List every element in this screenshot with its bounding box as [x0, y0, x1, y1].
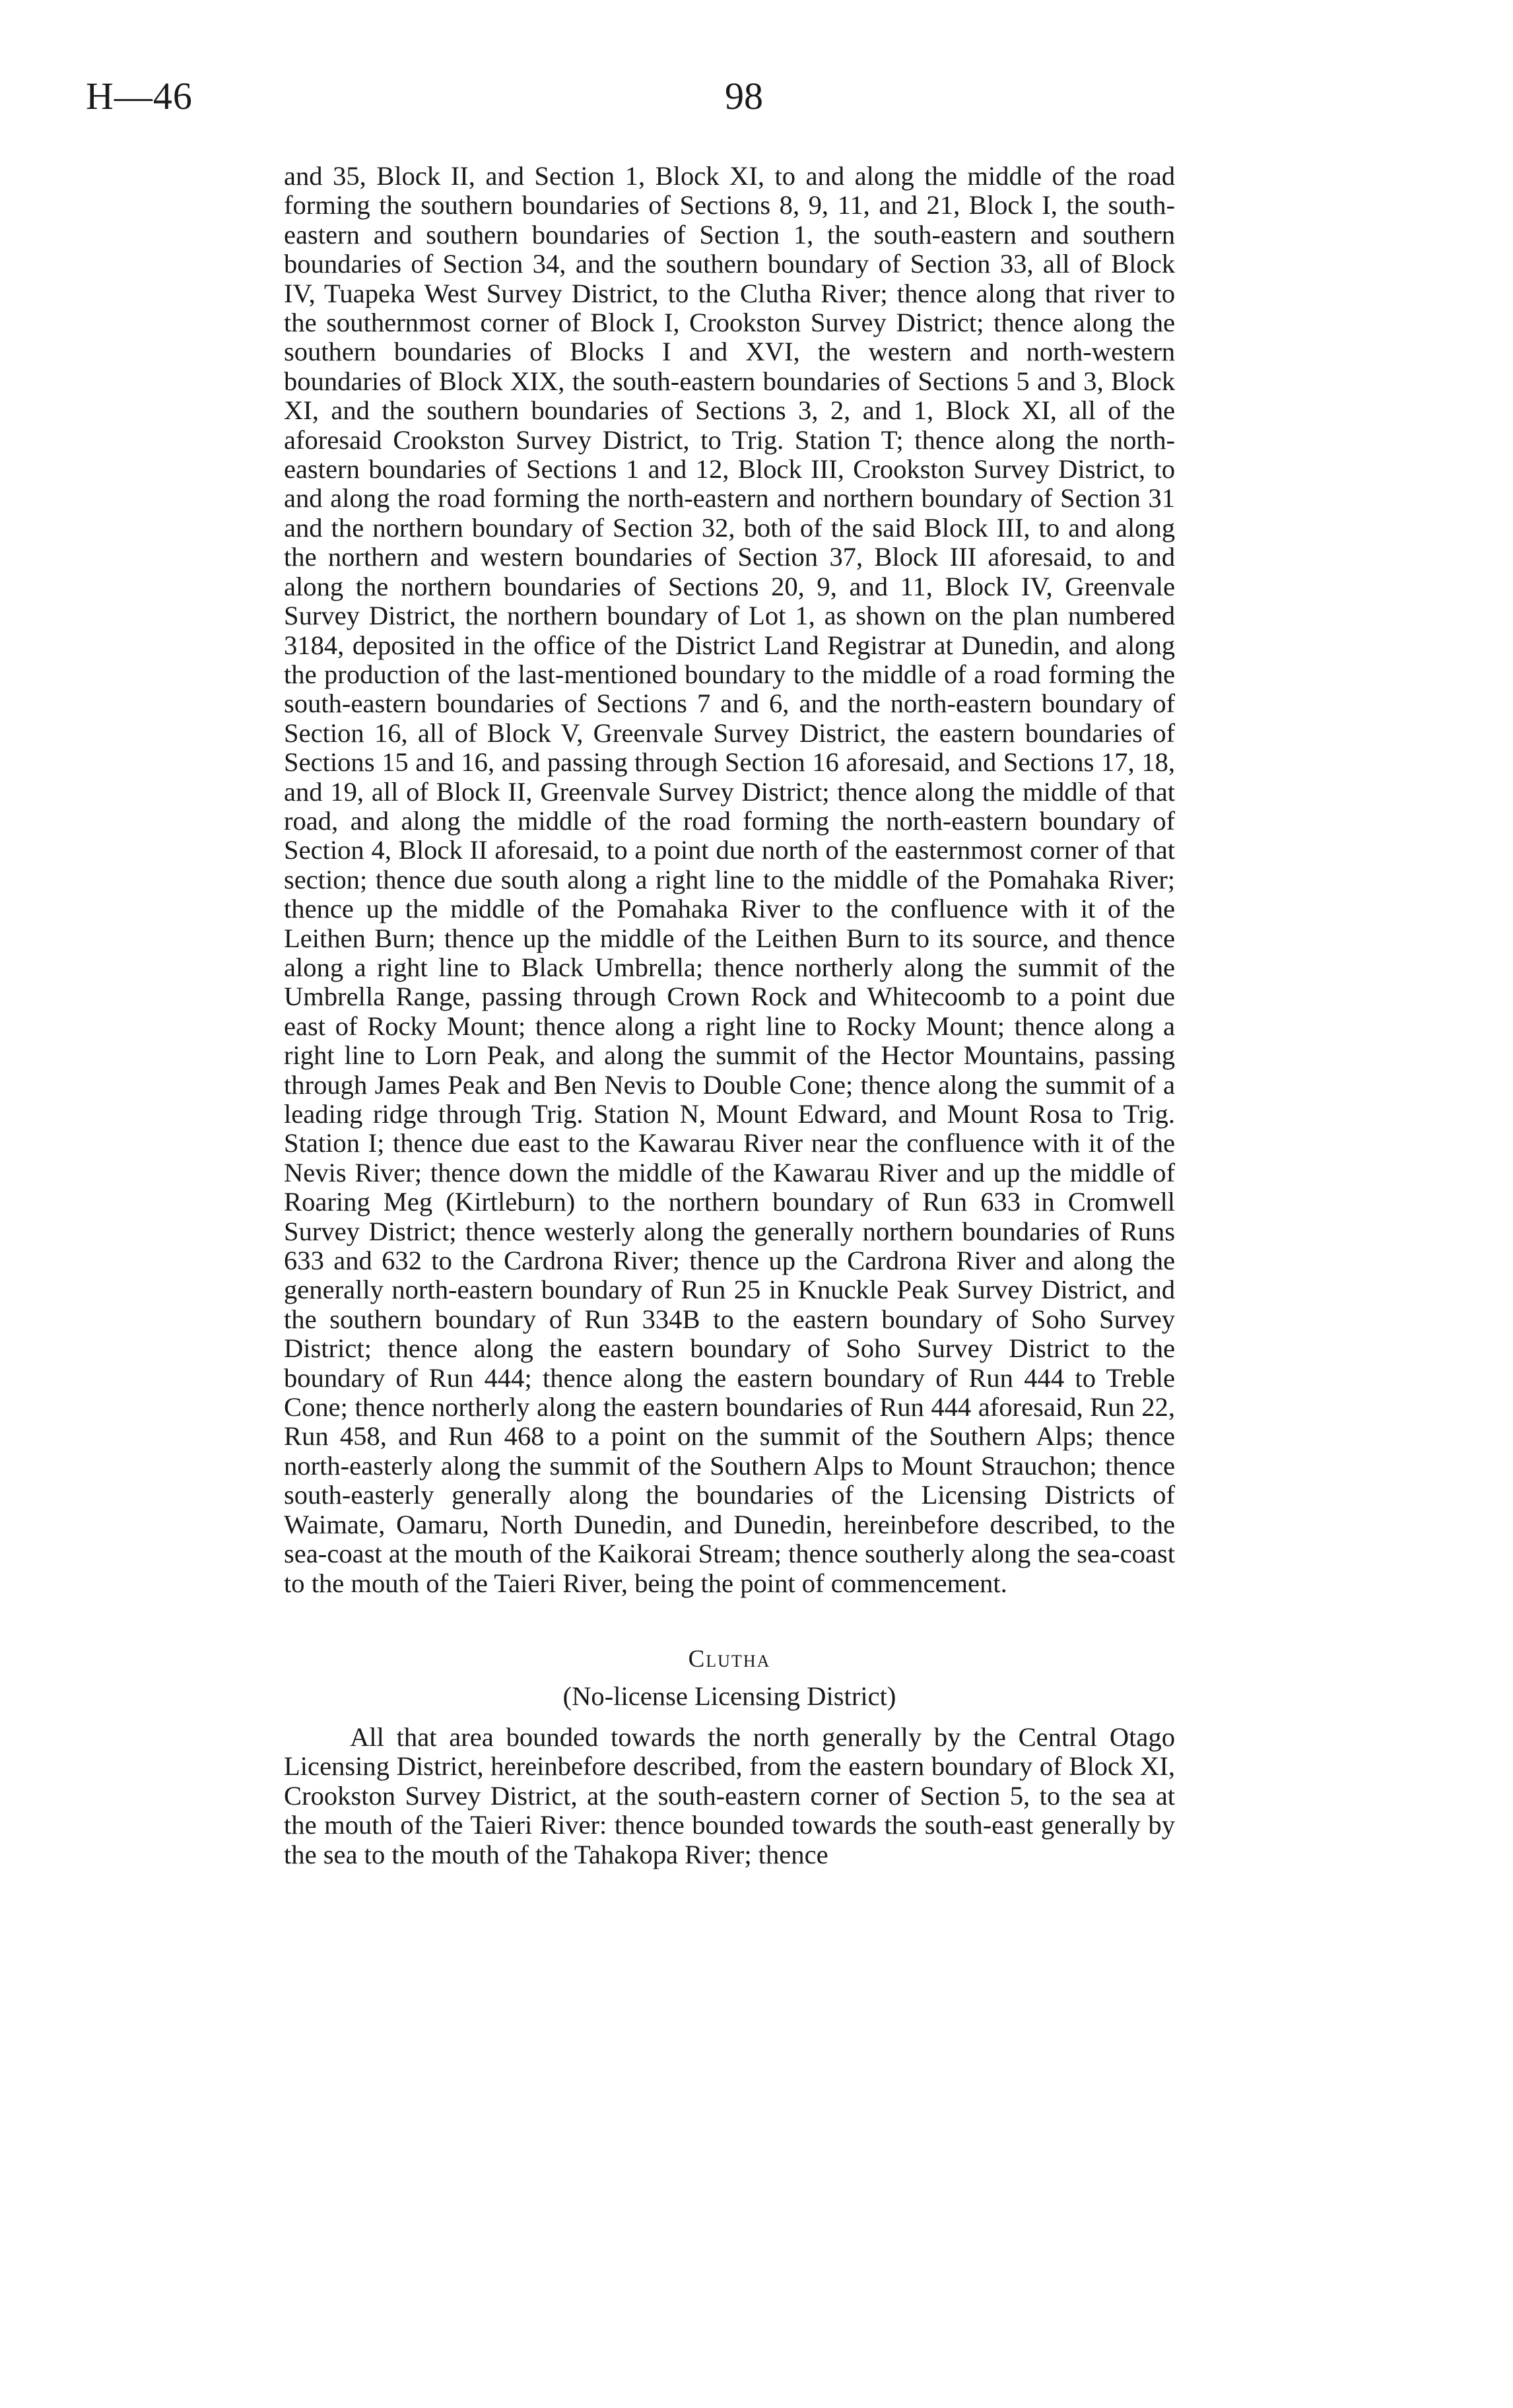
page-number: 98: [725, 75, 763, 117]
continuation-paragraph: and 35, Block II, and Section 1, Block XI, to and along the middle of the road forming the southern boundaries of Sections 8, 9, 11, and 21, Block I, the south-eastern and southern boundaries of Section 1, the south-eastern and southern boundaries of Section 34, and the southern boundary of Section 33, all of Block IV, Tuapeka West Survey District, to the Clutha River; thence along that river to the southernmost corner of Block I, Crookston Survey District; thence along the southern boundaries of Blocks I and XVI, the western and north-western boundaries of Block XIX, the south-eastern boundaries of Sections 5 and 3, Block XI, and the southern boundaries of Sections 3, 2, and 1, Block XI, all of the aforesaid Crookston Survey District, to Trig. Station T; thence along the north-eastern boundaries of Sections 1 and 12, Block III, Crookston Survey District, to and along the road forming the north-eastern and northern boundary of Section 31 and the northern boundary of Section 32, both of the said Block III, to and along the northern and western boundaries of Section 37, Block III aforesaid, to and along the northern boundaries of Sections 20, 9, and 11, Block IV, Greenvale Survey District, the northern boundary of Lot 1, as shown on the plan numbered 3184, deposited in the office of the District Land Registrar at Dunedin, and along the production of the last-mentioned boundary to the middle of a road forming the south-eastern boundaries of Sections 7 and 6, and the north-eastern boundary of Section 16, all of Block V, Greenvale Survey District, the eastern boundaries of Sections 15 and 16, and passing through Section 16 aforesaid, and Sections 17, 18, and 19, all of Block II, Greenvale Survey District; thence along the middle of that road, and along the middle of the road forming the north-eastern boundary of Section 4, Block II aforesaid, to a point due north of the easternmost corner of that section; thence due south along a right line to the middle of the Pomahaka River; thence up the middle of the Pomahaka River to the confluence with it of the Leithen Burn; thence up the middle of the Leithen Burn to its source, and thence along a right line to Black Umbrella; thence northerly along the summit of the Umbrella Range, passing through Crown Rock and Whitecoomb to a point due east of Rocky Mount; thence along a right line to Rocky Mount; thence along a right line to Lorn Peak, and along the summit of the Hector Mountains, passing through James Peak and Ben Nevis to Double Cone; thence along the summit of a leading ridge through Trig. Station N, Mount Edward, and Mount Rosa to Trig. Station I; thence due east to the Kawarau River near the confluence with it of the Nevis River; thence down the middle of the Kawarau River and up the middle of Roaring Meg (Kirtleburn) to the northern boundary of Run 633 in Cromwell Survey District; thence westerly along the generally northern boundaries of Runs 633 and 632 to the Cardrona River; thence up the Cardrona River and along the generally north-eastern boundary of Run 25 in Knuckle Peak Survey District, and the southern boundary of Run 334B to the eastern boundary of Soho Survey District; thence along the eastern boundary of Soho Survey District to the boundary of Run 444; thence along the eastern boundary of Run 444 to Treble Cone; thence northerly along the eastern boundaries of Run 444 aforesaid, Run 22, Run 458, and Run 468 to a point on the summit of the Southern Alps; thence north-easterly along the summit of the Southern Alps to Mount Strauchon; thence south-easterly generally along the boundaries of the Licensing Districts of Waimate, Oamaru, North Dunedin, and Dunedin, hereinbefore described, to the sea-coast at the mouth of the Kaikorai Stream; thence southerly along the sea-coast to the mouth of the Taieri River, being the point of commencement.: [284, 161, 1175, 1598]
section-heading: Clutha: [688, 1645, 771, 1673]
document-reference: H—46: [86, 75, 193, 117]
section-subheading: (No-license Licensing District): [562, 1681, 896, 1711]
page-header: [0, 0, 1513, 132]
section-paragraph: All that area bounded towards the north generally by the Central Otago Licensing District, hereinbefore described, from the eastern boundary of Block XI, Crookston Survey District, at the south-eastern corner of Section 5, to the sea at the mouth of the Taieri River: thence bounded towards the south-east generally by the sea to the mouth of the Tahakopa River; thence: [284, 1722, 1175, 1869]
document-body: [284, 162, 1175, 1869]
